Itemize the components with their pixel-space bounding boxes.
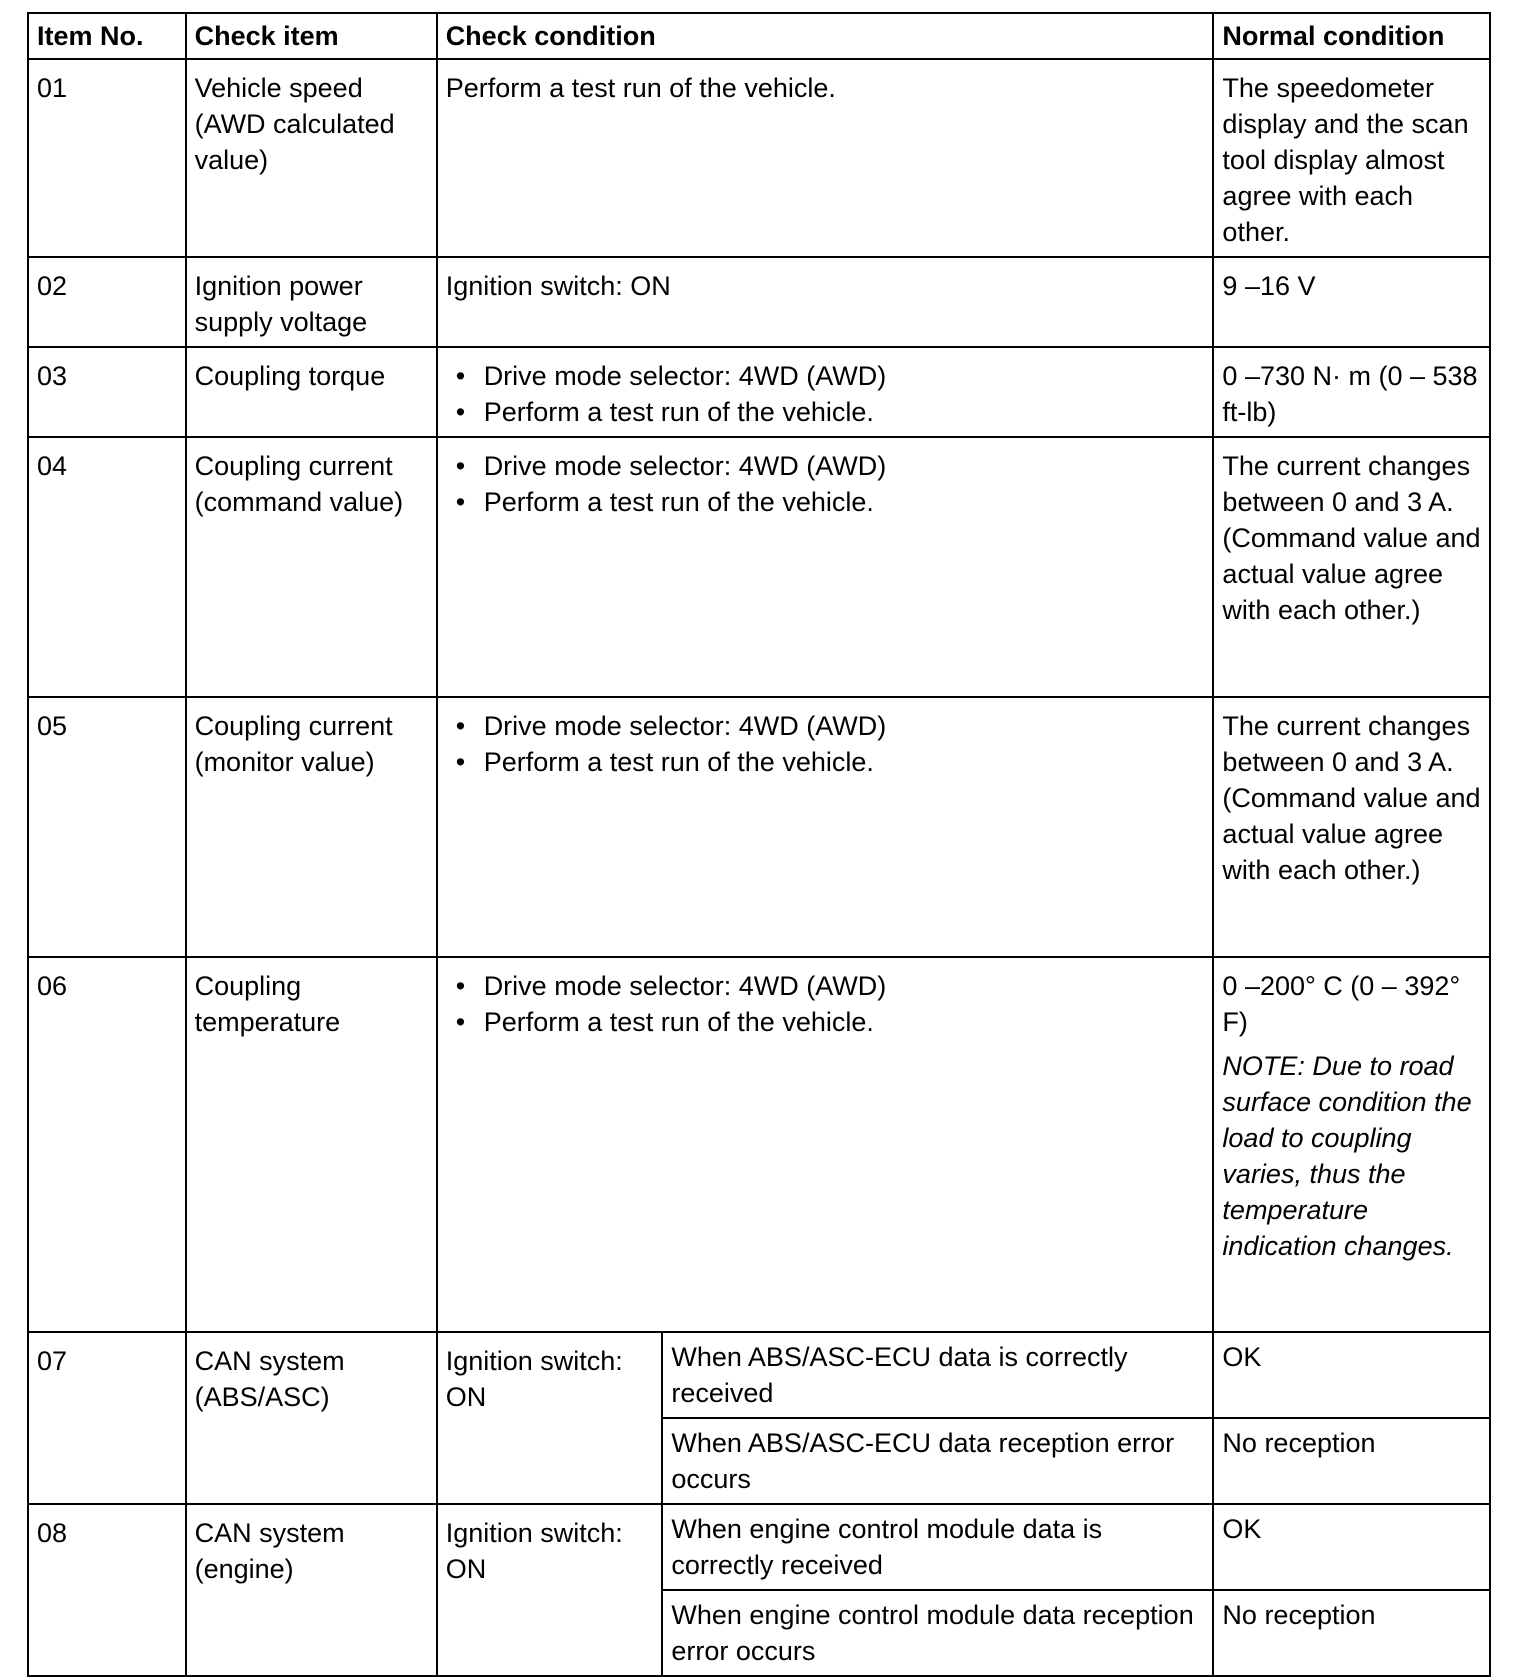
sub-condition: When engine control module data is correctly received [662, 1504, 1213, 1590]
note-text: NOTE: Due to road surface condition the load to coupling varies, thus the temperature indication changes. [1222, 1051, 1472, 1261]
table-row [28, 257, 1490, 347]
normal-condition: No reception [1213, 1590, 1490, 1676]
normal-condition: OK [1213, 1332, 1490, 1418]
normal-condition: The current changes between 0 and 3 A. (Command value and actual value agree with each other.) [1213, 437, 1490, 697]
item-no: 01 [28, 59, 186, 257]
check-condition [437, 957, 1214, 1332]
check-item: Coupling current (monitor value) [186, 697, 437, 957]
table-row [28, 697, 1490, 957]
sub-condition: When ABS/ASC-ECU data is correctly received [662, 1332, 1213, 1418]
check-condition [437, 697, 1214, 957]
inspection-table [27, 12, 1491, 1677]
normal-condition: No reception [1213, 1418, 1490, 1504]
normal-condition: The speedometer display and the scan tool display almost agree with each other. [1213, 59, 1490, 257]
normal-condition [1213, 957, 1490, 1332]
list-item: • Perform a test run of the vehicle. [456, 744, 1205, 780]
list-item: • Perform a test run of the vehicle. [456, 1004, 1205, 1040]
check-item: Coupling current (command value) [186, 437, 437, 697]
check-item: Ignition power supply voltage [186, 257, 437, 347]
item-no: 04 [28, 437, 186, 697]
table-header-row [28, 13, 1490, 59]
list-item: • Drive mode selector: 4WD (AWD) [456, 708, 1205, 744]
header-normal-condition: Normal condition [1213, 13, 1490, 59]
check-item: Vehicle speed (AWD calculated value) [186, 59, 437, 257]
header-check-condition: Check condition [437, 13, 1214, 59]
normal-condition: OK [1213, 1504, 1490, 1590]
check-condition: Ignition switch: ON [437, 257, 1214, 347]
header-check-item: Check item [186, 13, 437, 59]
condition-list [446, 708, 1205, 780]
sub-condition: When engine control module data reception error occurs [662, 1590, 1213, 1676]
list-item: • Perform a test run of the vehicle. [456, 394, 1205, 430]
table-row [28, 437, 1490, 697]
check-item: CAN system (ABS/ASC) [186, 1332, 437, 1504]
table-row [28, 347, 1490, 437]
check-condition: Perform a test run of the vehicle. [437, 59, 1214, 257]
normal-value: 0 –200° C (0 – 392° F) [1222, 971, 1461, 1037]
item-no: 05 [28, 697, 186, 957]
item-no: 07 [28, 1332, 186, 1504]
normal-condition: The current changes between 0 and 3 A. (Command value and actual value agree with each other.) [1213, 697, 1490, 957]
list-item: • Perform a test run of the vehicle. [456, 484, 1205, 520]
sub-condition: When ABS/ASC-ECU data reception error occurs [662, 1418, 1213, 1504]
check-condition [437, 347, 1214, 437]
item-no: 06 [28, 957, 186, 1332]
list-item: • Drive mode selector: 4WD (AWD) [456, 358, 1205, 394]
check-item: Coupling torque [186, 347, 437, 437]
list-item: • Drive mode selector: 4WD (AWD) [456, 968, 1205, 1004]
list-item: • Drive mode selector: 4WD (AWD) [456, 448, 1205, 484]
condition-list [446, 968, 1205, 1040]
condition-list [446, 358, 1205, 430]
table-row [28, 1332, 1490, 1418]
check-condition: Ignition switch: ON [437, 1504, 663, 1676]
check-condition: Ignition switch: ON [437, 1332, 663, 1504]
check-condition [437, 437, 1214, 697]
table-row [28, 1504, 1490, 1590]
header-item-no: Item No. [28, 13, 186, 59]
item-no: 08 [28, 1504, 186, 1676]
condition-list [446, 448, 1205, 520]
normal-condition: 0 –730 N· m (0 – 538 ft-lb) [1213, 347, 1490, 437]
table-row [28, 59, 1490, 257]
check-item: CAN system (engine) [186, 1504, 437, 1676]
table-row [28, 957, 1490, 1332]
item-no: 02 [28, 257, 186, 347]
check-item: Coupling temperature [186, 957, 437, 1332]
normal-condition: 9 –16 V [1213, 257, 1490, 347]
item-no: 03 [28, 347, 186, 437]
